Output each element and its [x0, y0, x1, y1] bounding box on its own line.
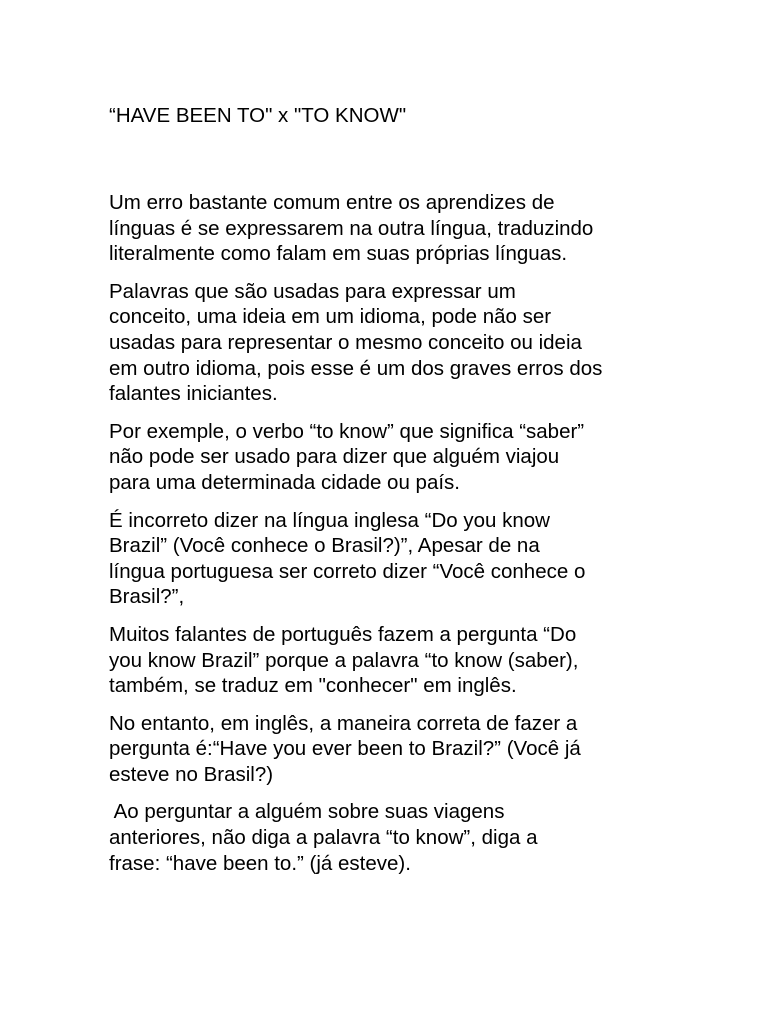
paragraph-line: Brasil?”,: [109, 585, 185, 609]
paragraph-line: Ao perguntar a alguém sobre suas viagens: [109, 800, 505, 824]
paragraph-line: esteve no Brasil?): [109, 762, 274, 786]
paragraph-7: [109, 799, 658, 876]
paragraph-5: [109, 622, 658, 699]
paragraph-2: [109, 279, 658, 407]
paragraph-line: não pode ser usado para dizer que alguém viajou: [109, 445, 560, 469]
document-body: [109, 190, 658, 888]
paragraph-3: [109, 419, 658, 496]
paragraph-line: literalmente como falam em suas próprias línguas.: [109, 242, 568, 266]
paragraph-line: língua portuguesa ser correto dizer “Você conhece o: [109, 559, 586, 583]
paragraph-line: Muitos falantes de português fazem a pergunta “Do: [109, 622, 577, 646]
paragraph-4: [109, 508, 658, 610]
paragraph-line: É incorreto dizer na língua inglesa “Do you know: [109, 508, 550, 532]
paragraph-1: [109, 190, 658, 267]
paragraph-line: Palavras que são usadas para expressar um: [109, 279, 516, 303]
paragraph-6: [109, 711, 658, 788]
paragraph-line: anteriores, não diga a palavra “to know”, diga a: [109, 826, 538, 850]
paragraph-line: em outro idioma, pois esse é um dos graves erros dos: [109, 356, 603, 380]
paragraph-line: frase: “have been to.” (já esteve).: [109, 851, 411, 875]
paragraph-line: Por exemple, o verbo “to know” que significa “saber”: [109, 419, 585, 443]
paragraph-line: para uma determinada cidade ou país.: [109, 470, 461, 494]
paragraph-line: Um erro bastante comum entre os aprendizes de: [109, 191, 555, 214]
paragraph-line: falantes iniciantes.: [109, 382, 278, 406]
document-title: “HAVE BEEN TO" x "TO KNOW": [109, 104, 407, 127]
paragraph-line: conceito, uma ideia em um idioma, pode não ser: [109, 305, 552, 329]
paragraph-line: pergunta é:“Have you ever been to Brazil?” (Você já: [109, 737, 581, 761]
paragraph-line: línguas é se expressarem na outra língua, traduzindo: [109, 216, 594, 240]
paragraph-line: também, se traduz em "conhecer" em inglês.: [109, 674, 517, 698]
paragraph-line: usadas para representar o mesmo conceito ou ideia: [109, 330, 582, 354]
paragraph-line: Brazil” (Você conhece o Brasil?)”, Apesar de na: [109, 534, 540, 558]
paragraph-line: you know Brazil” porque a palavra “to know (saber),: [109, 648, 579, 672]
paragraph-line: No entanto, em inglês, a maneira correta de fazer a: [109, 711, 578, 735]
